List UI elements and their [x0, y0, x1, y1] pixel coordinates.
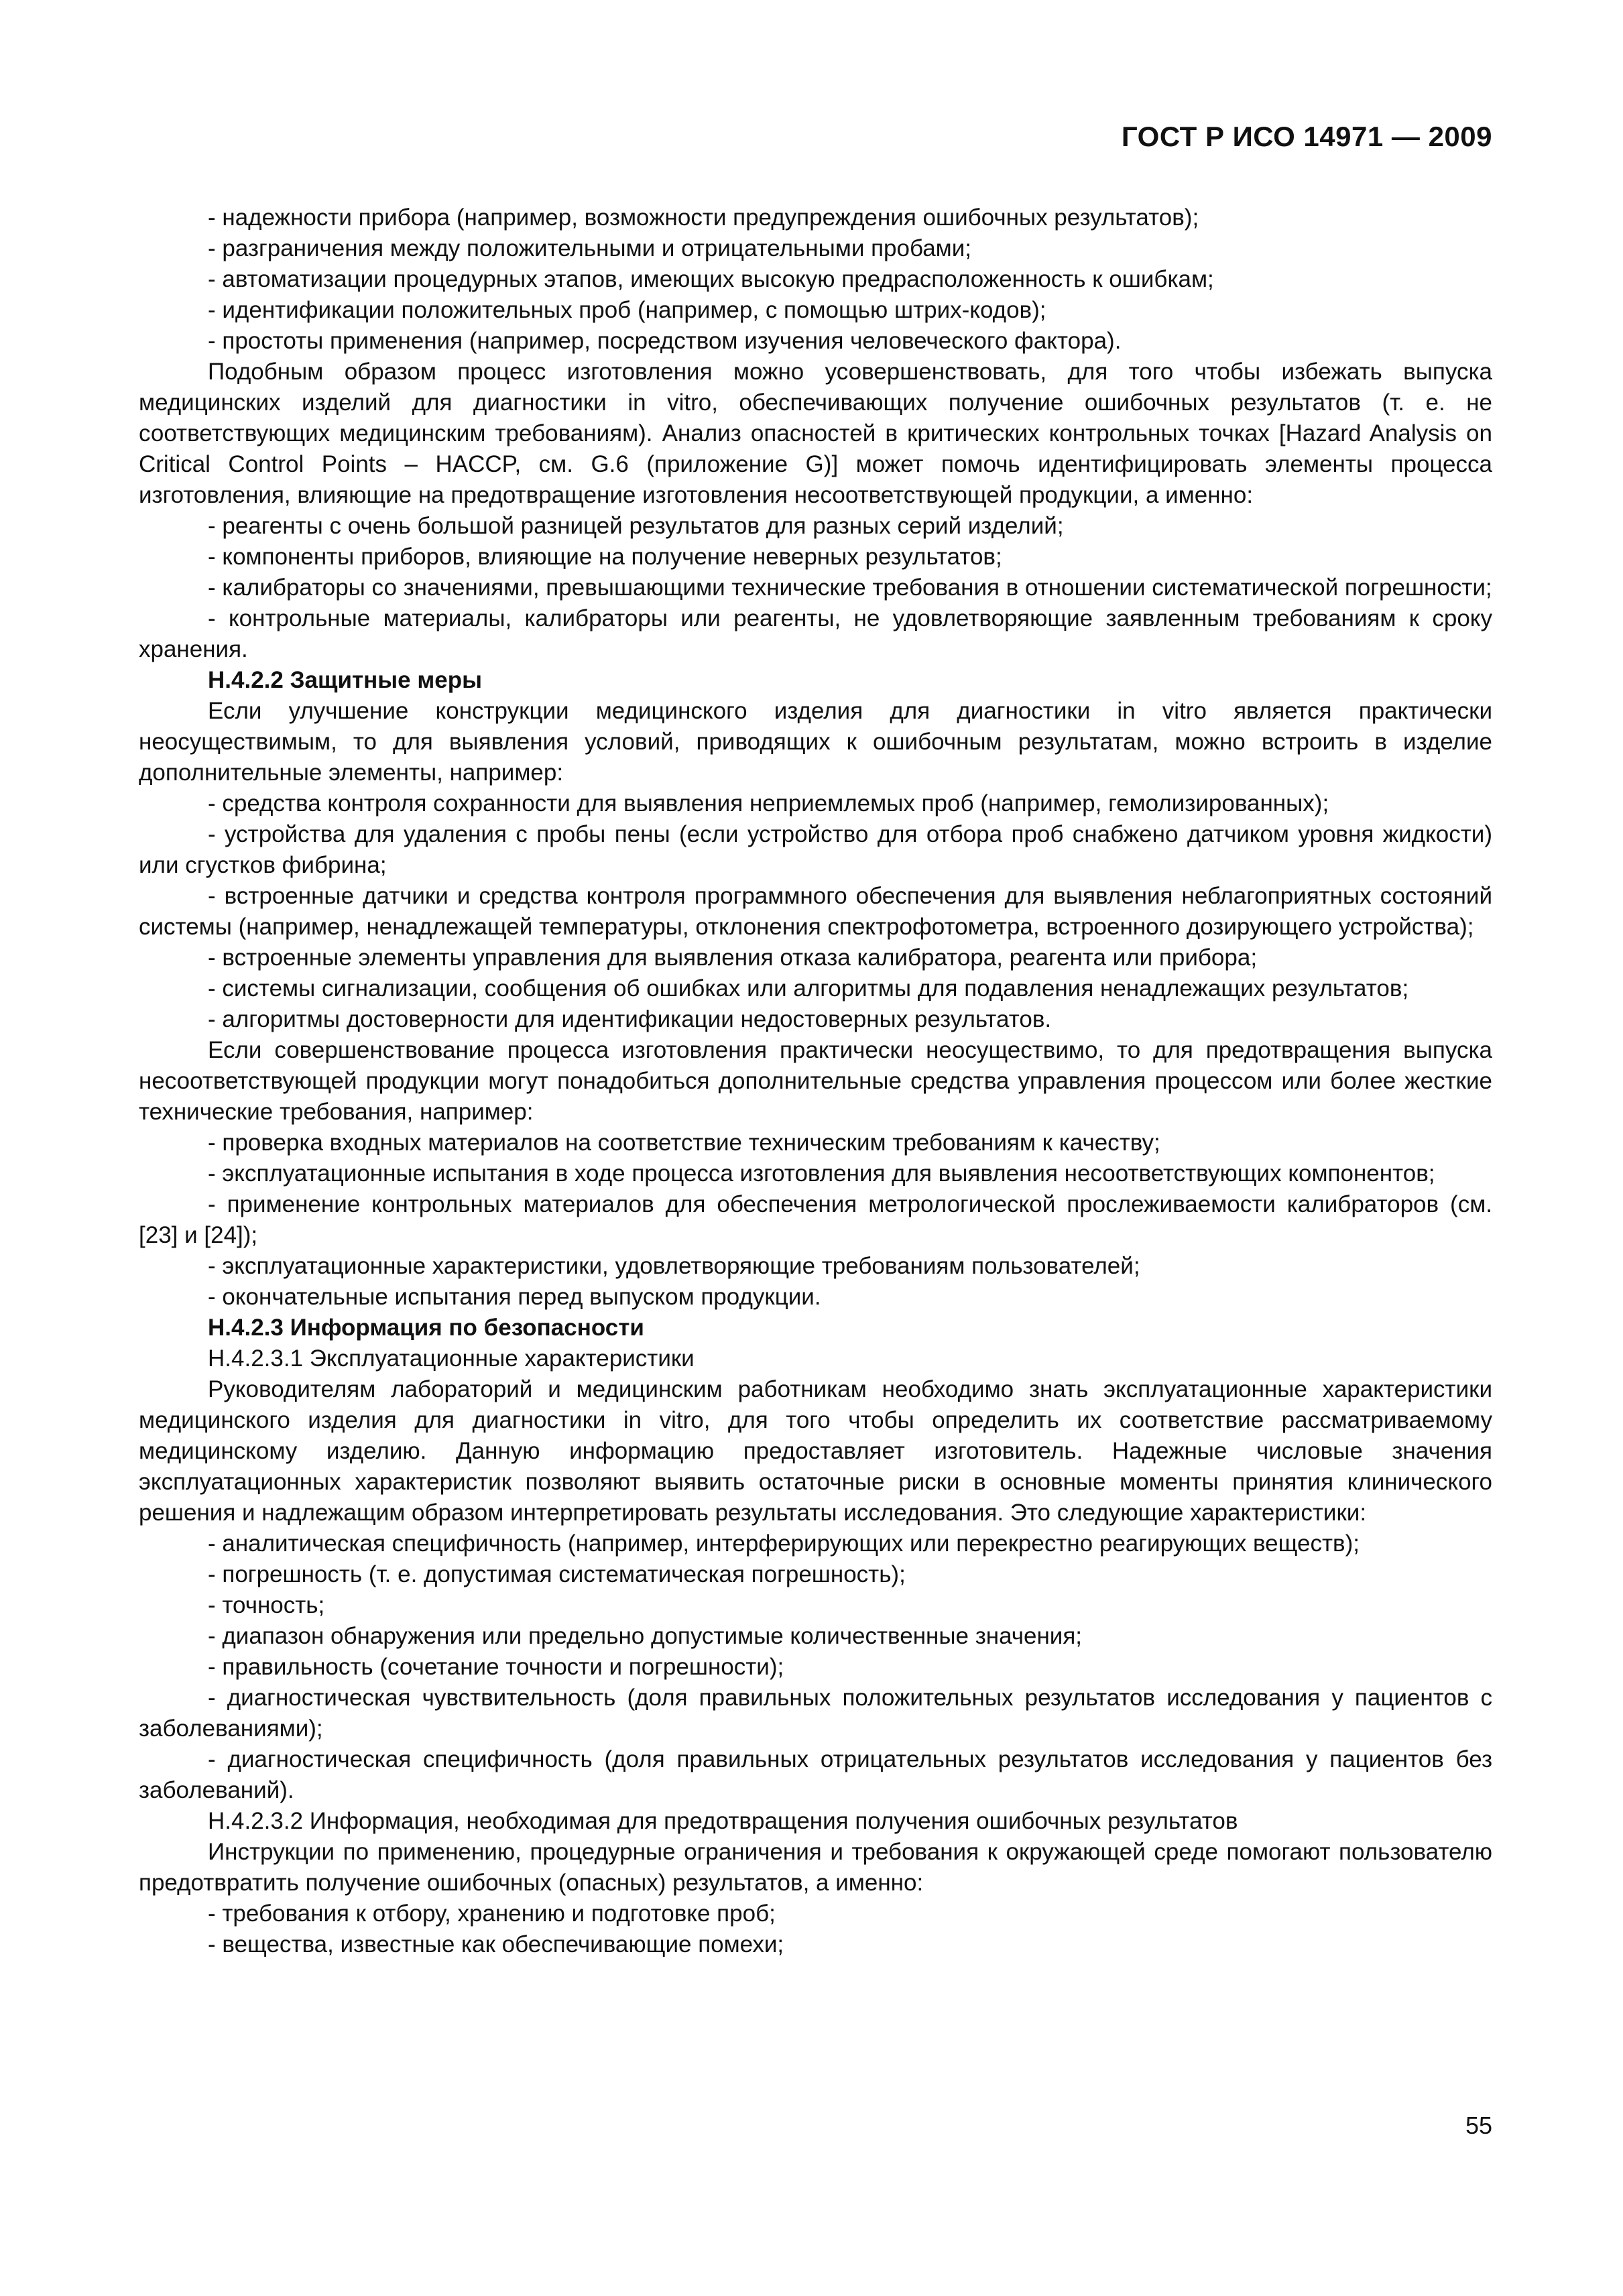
paragraph: - диагностическая специфичность (доля правильных отрицательных результатов исследования у пациентов без заболеваний). [139, 1746, 1492, 1803]
paragraph: Подобным образом процесс изготовления можно усовершенствовать, для того чтобы избежать выпуска медицинских изделий для диагностики in vitro, обеспечивающих получение ошибочных результатов (т. е. не соответствующих медицинским требованиям). Анализ опасностей в критических контрольных точках [Hazard Analysis on Critical Control Points – HACCP, см. G.6 (приложение G)] может помочь идентифицировать элементы процесса изготовления, влияющие на предотвращение изготовления несоответствующей продукции, а именно: [139, 359, 1492, 508]
subsection-heading-h4231: Н.4.2.3.1 Эксплуатационные характеристики [208, 1345, 695, 1372]
paragraph: - эксплуатационные характеристики, удовлетворяющие требованиям пользователей; [208, 1253, 1140, 1279]
paragraph: - реагенты с очень большой разницей результатов для разных серий изделий; [208, 513, 1064, 539]
paragraph: - идентификации положительных проб (например, с помощью штрих-кодов); [208, 297, 1046, 323]
paragraph: - надежности прибора (например, возможности предупреждения ошибочных результатов); [208, 204, 1199, 231]
paragraph: - системы сигнализации, сообщения об ошибках или алгоритмы для подавления ненадлежащих результатов; [208, 975, 1409, 1002]
paragraph: - алгоритмы достоверности для идентификации недостоверных результатов. [208, 1006, 1052, 1032]
paragraph: - диапазон обнаружения или предельно допустимые количественные значения; [208, 1623, 1083, 1649]
paragraph: - встроенные датчики и средства контроля программного обеспечения для выявления неблагоприятных состояний системы (например, ненадлежащей температуры, отклонения спектрофотометра, встроенного дозирующего устройства); [139, 883, 1492, 940]
paragraph: - окончательные испытания перед выпуском продукции. [208, 1284, 821, 1310]
paragraph: - компоненты приборов, влияющие на получение неверных результатов; [208, 544, 1002, 570]
section-heading-h422: Н.4.2.2 Защитные меры [208, 667, 482, 693]
paragraph: Инструкции по применению, процедурные ограничения и требования к окружающей среде помогают пользователю предотвратить получение ошибочных (опасных) результатов, а именно: [139, 1839, 1492, 1896]
paragraph: - простоты применения (например, посредством изучения человеческого фактора). [208, 328, 1122, 354]
paragraph: - точность; [208, 1592, 325, 1618]
paragraph: - автоматизации процедурных этапов, имеющих высокую предрасположенность к ошибкам; [208, 266, 1214, 292]
paragraph: - проверка входных материалов на соответствие техническим требованиям к качеству; [208, 1130, 1160, 1156]
section-heading-h423: Н.4.2.3 Информация по безопасности [208, 1315, 644, 1341]
paragraph: - правильность (сочетание точности и погрешности); [208, 1654, 784, 1680]
paragraph: - эксплуатационные испытания в ходе процесса изготовления для выявления несоответствующих компонентов; [208, 1160, 1435, 1187]
paragraph: Если совершенствование процесса изготовления практически неосуществимо, то для предотвращения выпуска несоответствующей продукции могут понадобиться дополнительные средства управления процессом или более жесткие технические требования, например: [139, 1037, 1492, 1125]
paragraph: Руководителям лабораторий и медицинским работникам необходимо знать эксплуатационные характеристики медицинского изделия для диагностики in vitro, для того чтобы определить их соответствие рассматриваемому медицинскому изделию. Данную информацию предоставляет изготовитель. Надежные числовые значения эксплуатационных характеристик позволяют выявить остаточные риски в основные моменты принятия клинического решения и надлежащим образом интерпретировать результаты исследования. Это следующие характеристики: [139, 1376, 1492, 1526]
paragraph: - контрольные материалы, калибраторы или реагенты, не удовлетворяющие заявленным требованиям к сроку хранения. [139, 605, 1492, 662]
paragraph: - встроенные элементы управления для выявления отказа калибратора, реагента или прибора; [208, 945, 1258, 971]
paragraph: - погрешность (т. е. допустимая систематическая погрешность); [208, 1561, 906, 1587]
paragraph: - средства контроля сохранности для выявления неприемлемых проб (например, гемолизированных); [208, 790, 1329, 817]
paragraph: - требования к отбору, хранению и подготовке проб; [208, 1900, 776, 1927]
paragraph: - диагностическая чувствительность (доля правильных положительных результатов исследования у пациентов с заболеваниями); [139, 1685, 1492, 1742]
paragraph: - разграничения между положительными и отрицательными пробами; [208, 235, 972, 261]
paragraph: - применение контрольных материалов для обеспечения метрологической прослеживаемости калибраторов (см. [23] и [24]); [139, 1191, 1492, 1248]
paragraph: - устройства для удаления с пробы пены (если устройство для отбора проб снабжено датчиком уровня жидкости) или сгустков фибрина; [139, 821, 1492, 878]
document-header-id: ГОСТ Р ИСО 14971 — 2009 [1121, 121, 1492, 152]
page-number: 55 [1465, 2112, 1492, 2139]
paragraph: - калибраторы со значениями, превышающими технические требования в отношении систематической погрешности; [208, 575, 1492, 601]
paragraph: Если улучшение конструкции медицинского изделия для диагностики in vitro является практически неосуществимым, то для выявления условий, приводящих к ошибочным результатам, можно встроить в изделие дополнительные элементы, например: [139, 698, 1492, 786]
subsection-heading-h4232: Н.4.2.3.2 Информация, необходимая для предотвращения получения ошибочных результатов [208, 1808, 1238, 1834]
paragraph: - аналитическая специфичность (например, интерферирующих или перекрестно реагирующих веществ); [208, 1530, 1360, 1557]
page-body [139, 202, 1492, 1960]
paragraph: - вещества, известные как обеспечивающие помехи; [208, 1931, 784, 1957]
